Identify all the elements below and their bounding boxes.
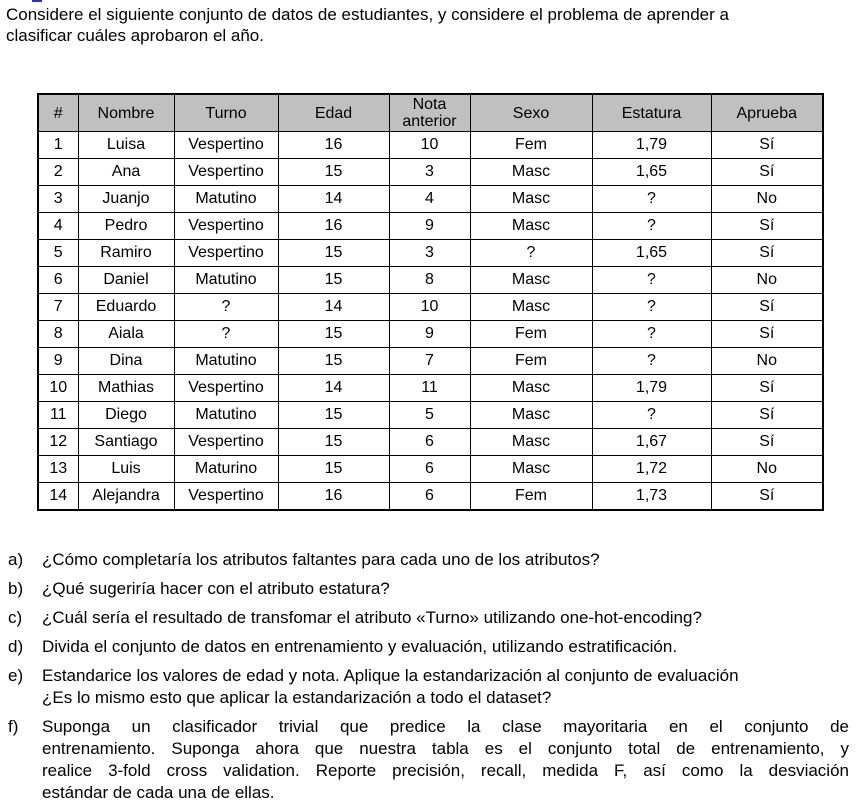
table-cell: Vespertino bbox=[174, 375, 278, 402]
col-header-aprueba: Aprueba bbox=[711, 94, 823, 132]
question-text-line: entrenamiento. Suponga ahora que nuestra tabla es el conjunto total de entrenamiento, y bbox=[42, 739, 849, 758]
table-cell: 7 bbox=[389, 348, 470, 375]
question-item-c bbox=[8, 607, 849, 629]
question-text-line: Estandarice los valores de edad y nota. Aplique la estandarización al conjunto de evaluación bbox=[42, 666, 739, 685]
table-cell: Sí bbox=[711, 321, 823, 348]
intro-paragraph bbox=[6, 4, 729, 46]
table-cell: No bbox=[711, 348, 823, 375]
table-cell: ? bbox=[174, 294, 278, 321]
table-cell: Fem bbox=[470, 321, 592, 348]
table-row bbox=[38, 267, 823, 294]
table-row bbox=[38, 132, 823, 159]
table-cell: 15 bbox=[278, 402, 389, 429]
table-cell: 15 bbox=[278, 321, 389, 348]
table-cell: Sí bbox=[711, 132, 823, 159]
table-cell: ? bbox=[470, 240, 592, 267]
table-cell: 10 bbox=[38, 375, 78, 402]
table-cell: 8 bbox=[389, 267, 470, 294]
table-cell: Vespertino bbox=[174, 159, 278, 186]
table-cell: No bbox=[711, 456, 823, 483]
table-cell: Sí bbox=[711, 159, 823, 186]
table-cell: Matutino bbox=[174, 348, 278, 375]
intro-line: Considere el siguiente conjunto de datos de estudiantes, y considere el problema de aprender a bbox=[6, 5, 729, 24]
table-cell: 14 bbox=[278, 375, 389, 402]
table-cell: Vespertino bbox=[174, 429, 278, 456]
table-cell: 3 bbox=[389, 159, 470, 186]
table-cell: ? bbox=[592, 321, 711, 348]
question-item-d bbox=[8, 636, 849, 658]
question-text-line: ¿Es lo mismo esto que aplicar la estandarización a todo el dataset? bbox=[42, 688, 552, 707]
table-cell: Masc bbox=[470, 456, 592, 483]
table-cell: Sí bbox=[711, 402, 823, 429]
table-cell: 9 bbox=[389, 213, 470, 240]
table-cell: 1 bbox=[38, 132, 78, 159]
table-cell: Masc bbox=[470, 429, 592, 456]
table-cell: Masc bbox=[470, 294, 592, 321]
col-header-nombre: Nombre bbox=[78, 94, 174, 132]
table-cell: ? bbox=[592, 294, 711, 321]
table-cell: Mathias bbox=[78, 375, 174, 402]
table-cell: Matutino bbox=[174, 267, 278, 294]
col-header-num: # bbox=[38, 94, 78, 132]
table-cell: Eduardo bbox=[78, 294, 174, 321]
col-header-sexo: Sexo bbox=[470, 94, 592, 132]
table-cell: 1,72 bbox=[592, 456, 711, 483]
table-cell: 16 bbox=[278, 132, 389, 159]
table-cell: 13 bbox=[38, 456, 78, 483]
table-cell: No bbox=[711, 267, 823, 294]
table-cell: Masc bbox=[470, 159, 592, 186]
col-header-nota-anterior: Nota anterior bbox=[389, 94, 470, 132]
col-header-edad: Edad bbox=[278, 94, 389, 132]
table-cell: ? bbox=[592, 213, 711, 240]
col-header-estatura: Estatura bbox=[592, 94, 711, 132]
intro-line: clasificar cuáles aprobaron el año. bbox=[6, 26, 264, 45]
table-cell: 1,67 bbox=[592, 429, 711, 456]
table-cell: Diego bbox=[78, 402, 174, 429]
table-cell: Luis bbox=[78, 456, 174, 483]
table-cell: 5 bbox=[38, 240, 78, 267]
table-cell: Aiala bbox=[78, 321, 174, 348]
table-cell: ? bbox=[592, 186, 711, 213]
table-cell: ? bbox=[592, 402, 711, 429]
question-text-line: ¿Cuál sería el resultado de transfomar el atributo «Turno» utilizando one-hot-encoding? bbox=[42, 608, 702, 627]
table-cell: Sí bbox=[711, 294, 823, 321]
question-text-line: realice 3-fold cross validation. Reporte precisión, recall, medida F, así como la desviación bbox=[42, 761, 849, 780]
table-cell: 4 bbox=[38, 213, 78, 240]
table-row bbox=[38, 402, 823, 429]
table-cell: 15 bbox=[278, 267, 389, 294]
table-cell: ? bbox=[592, 348, 711, 375]
table-cell: 6 bbox=[38, 267, 78, 294]
table-cell: 1,79 bbox=[592, 375, 711, 402]
table-cell: 4 bbox=[389, 186, 470, 213]
table-cell: 8 bbox=[38, 321, 78, 348]
table-cell: 1,65 bbox=[592, 240, 711, 267]
table-cell: 6 bbox=[389, 429, 470, 456]
question-item-e bbox=[8, 665, 849, 709]
question-label: c) bbox=[8, 608, 23, 627]
table-cell: No bbox=[711, 186, 823, 213]
table-cell: Masc bbox=[470, 402, 592, 429]
table-cell: 14 bbox=[278, 186, 389, 213]
table-cell: Matutino bbox=[174, 186, 278, 213]
table-row bbox=[38, 483, 823, 511]
table-cell: Vespertino bbox=[174, 213, 278, 240]
question-item-a bbox=[8, 549, 849, 571]
question-text-line: ¿Qué sugeriría hacer con el atributo estatura? bbox=[42, 579, 390, 598]
table-cell: 9 bbox=[38, 348, 78, 375]
question-label: f) bbox=[8, 717, 19, 736]
table-cell: Fem bbox=[470, 132, 592, 159]
question-text-line: Divida el conjunto de datos en entrenamiento y evaluación, utilizando estratificación. bbox=[42, 637, 678, 656]
table-row bbox=[38, 240, 823, 267]
table-row bbox=[38, 213, 823, 240]
table-cell: 3 bbox=[389, 240, 470, 267]
table-cell: 1,79 bbox=[592, 132, 711, 159]
table-cell: 15 bbox=[278, 456, 389, 483]
table-cell: 16 bbox=[278, 213, 389, 240]
table-cell: ? bbox=[592, 267, 711, 294]
table-cell: Juanjo bbox=[78, 186, 174, 213]
table-row bbox=[38, 186, 823, 213]
table-cell: Masc bbox=[470, 267, 592, 294]
question-label: e) bbox=[8, 666, 24, 685]
table-cell: ? bbox=[174, 321, 278, 348]
table-cell: 15 bbox=[278, 240, 389, 267]
table-row bbox=[38, 348, 823, 375]
table-cell: Masc bbox=[470, 375, 592, 402]
table-cell: 12 bbox=[38, 429, 78, 456]
table-cell: 1,65 bbox=[592, 159, 711, 186]
table-cell: 7 bbox=[38, 294, 78, 321]
table-cell: 2 bbox=[38, 159, 78, 186]
table-cell: Vespertino bbox=[174, 483, 278, 511]
table-row bbox=[38, 321, 823, 348]
question-label: a) bbox=[8, 550, 24, 569]
col-header-turno: Turno bbox=[174, 94, 278, 132]
table-cell: 5 bbox=[389, 402, 470, 429]
table-cell: 10 bbox=[389, 132, 470, 159]
table-cell: Luisa bbox=[78, 132, 174, 159]
table-cell: 3 bbox=[38, 186, 78, 213]
table-cell: 6 bbox=[389, 483, 470, 511]
question-text-line: Suponga un clasificador trivial que predice la clase mayoritaria en el conjunto de bbox=[42, 717, 849, 736]
question-item-b bbox=[8, 578, 849, 600]
table-cell: Daniel bbox=[78, 267, 174, 294]
question-item-f bbox=[8, 716, 849, 804]
table-cell: Masc bbox=[470, 186, 592, 213]
table-row bbox=[38, 294, 823, 321]
table-cell: Ramiro bbox=[78, 240, 174, 267]
table-cell: Sí bbox=[711, 483, 823, 511]
table-cell: Matutino bbox=[174, 402, 278, 429]
table-cell: 15 bbox=[278, 348, 389, 375]
table-cell: Fem bbox=[470, 348, 592, 375]
table-cell: Maturino bbox=[174, 456, 278, 483]
table-cell: 15 bbox=[278, 159, 389, 186]
question-label: b) bbox=[8, 579, 24, 598]
table-cell: 11 bbox=[389, 375, 470, 402]
question-label: d) bbox=[8, 637, 24, 656]
table-cell: Ana bbox=[78, 159, 174, 186]
table-cell: 10 bbox=[389, 294, 470, 321]
table-header-row bbox=[38, 94, 823, 132]
table-cell: Dina bbox=[78, 348, 174, 375]
question-text-line: estándar de cada una de ellas. bbox=[42, 783, 275, 802]
table-cell: Vespertino bbox=[174, 132, 278, 159]
table-cell: Sí bbox=[711, 429, 823, 456]
table-cell: Masc bbox=[470, 213, 592, 240]
table-cell: Vespertino bbox=[174, 240, 278, 267]
table-cell: Sí bbox=[711, 375, 823, 402]
question-text-line: ¿Cómo completaría los atributos faltantes para cada uno de los atributos? bbox=[42, 550, 600, 569]
table-cell: 1,73 bbox=[592, 483, 711, 511]
table-cell: Santiago bbox=[78, 429, 174, 456]
table-cell: 14 bbox=[278, 294, 389, 321]
table-row bbox=[38, 375, 823, 402]
table-row bbox=[38, 429, 823, 456]
cropped-text-artifact bbox=[32, 0, 42, 2]
table-cell: 6 bbox=[389, 456, 470, 483]
table-cell: 15 bbox=[278, 429, 389, 456]
table-cell: Sí bbox=[711, 213, 823, 240]
questions-list bbox=[8, 549, 849, 804]
table-row bbox=[38, 456, 823, 483]
table-cell: 11 bbox=[38, 402, 78, 429]
students-data-table bbox=[37, 93, 824, 511]
table-cell: Alejandra bbox=[78, 483, 174, 511]
table-cell: 9 bbox=[389, 321, 470, 348]
table-cell: 16 bbox=[278, 483, 389, 511]
table-cell: Pedro bbox=[78, 213, 174, 240]
table-row bbox=[38, 159, 823, 186]
table-cell: Fem bbox=[470, 483, 592, 511]
table-cell: 14 bbox=[38, 483, 78, 511]
table-cell: Sí bbox=[711, 240, 823, 267]
